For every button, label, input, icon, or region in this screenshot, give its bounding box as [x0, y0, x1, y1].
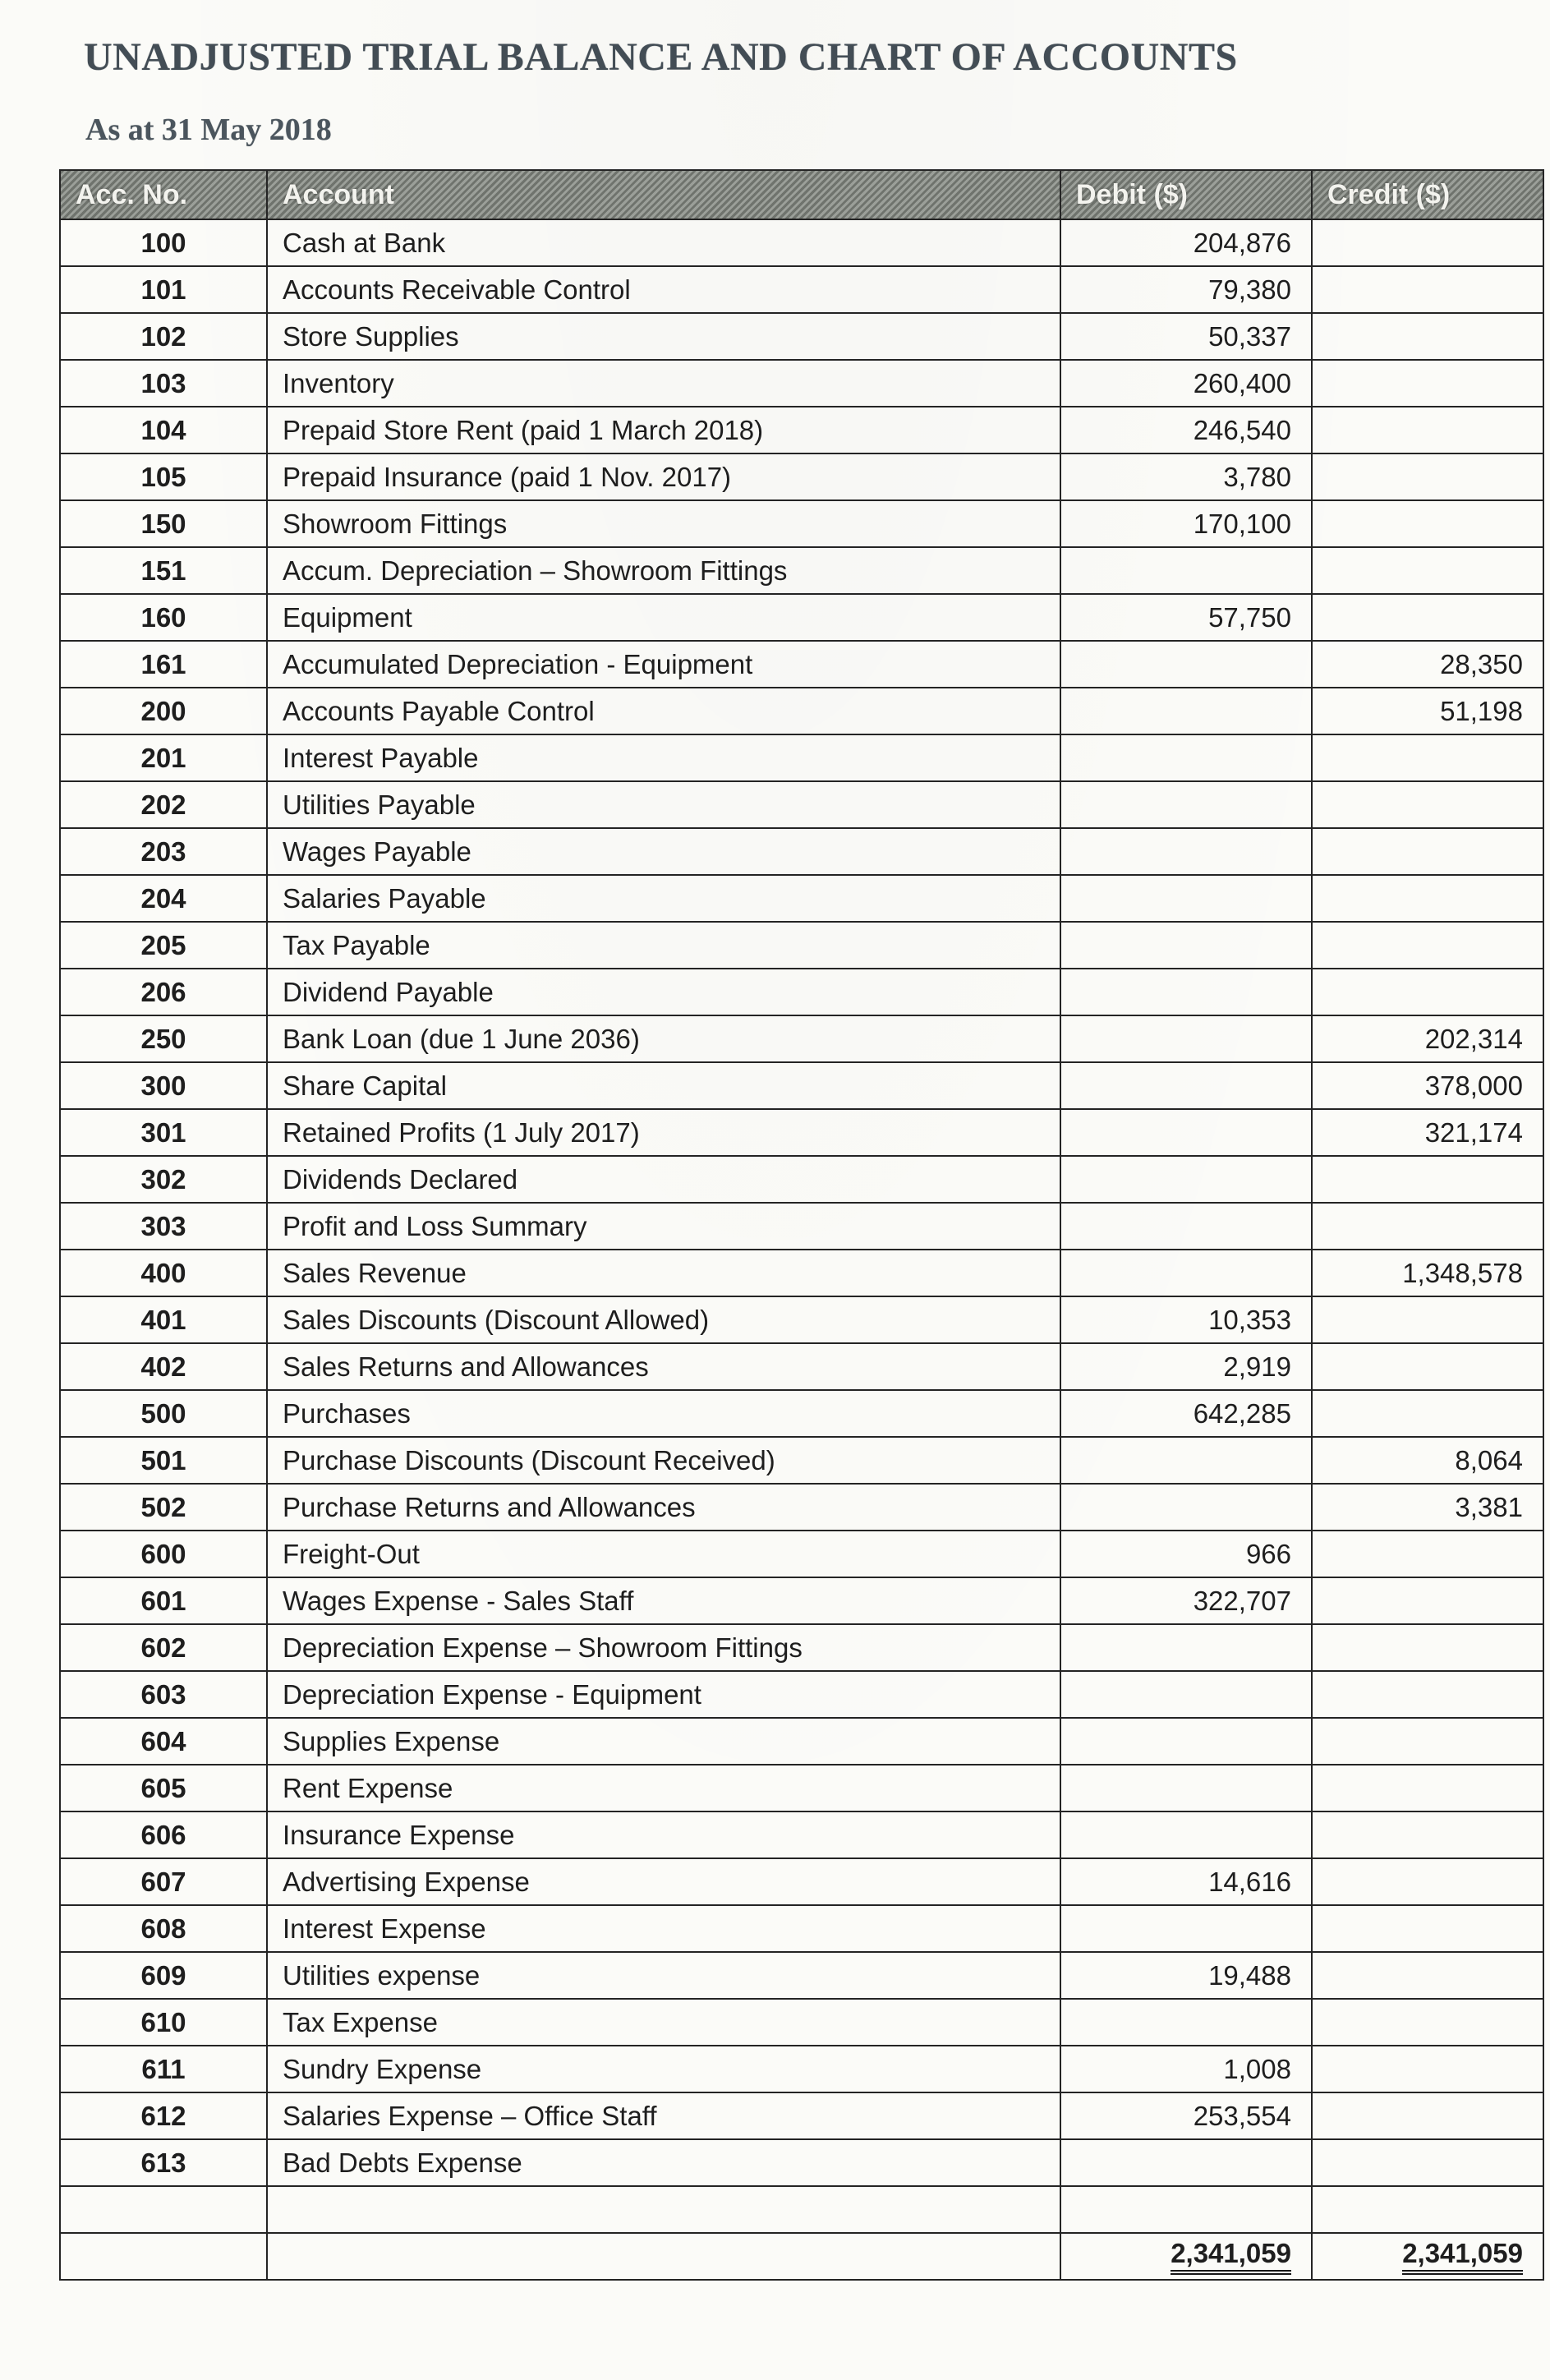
account-number-cell: 606 [60, 1811, 267, 1858]
debit-amount-cell: 170,100 [1060, 500, 1312, 547]
total-row [60, 2233, 1543, 2280]
spacer-account-cell [267, 2186, 1060, 2233]
debit-amount-cell [1060, 781, 1312, 828]
account-name-cell: Equipment [267, 594, 1060, 641]
account-row [60, 1858, 1543, 1905]
account-name-cell: Dividends Declared [267, 1156, 1060, 1203]
credit-amount-cell [1312, 1577, 1543, 1624]
account-number-cell: 302 [60, 1156, 267, 1203]
debit-amount-cell [1060, 1765, 1312, 1811]
account-row [60, 594, 1543, 641]
credit-amount-cell: 3,381 [1312, 1484, 1543, 1531]
account-row [60, 1015, 1543, 1062]
credit-amount-cell [1312, 969, 1543, 1015]
debit-amount-cell [1060, 641, 1312, 688]
debit-amount-cell: 260,400 [1060, 360, 1312, 407]
account-number-cell: 601 [60, 1577, 267, 1624]
account-number-cell: 104 [60, 407, 267, 453]
account-row [60, 1203, 1543, 1250]
debit-amount-cell [1060, 734, 1312, 781]
account-name-cell: Accounts Receivable Control [267, 266, 1060, 313]
total-account-cell [267, 2233, 1060, 2280]
account-number-cell: 301 [60, 1109, 267, 1156]
debit-amount-cell: 2,919 [1060, 1343, 1312, 1390]
debit-amount-cell: 10,353 [1060, 1296, 1312, 1343]
account-name-cell: Profit and Loss Summary [267, 1203, 1060, 1250]
account-number-cell: 201 [60, 734, 267, 781]
account-number-cell: 202 [60, 781, 267, 828]
credit-amount-cell [1312, 2139, 1543, 2186]
account-number-cell: 102 [60, 313, 267, 360]
account-number-cell: 303 [60, 1203, 267, 1250]
debit-amount-cell [1060, 1062, 1312, 1109]
account-number-cell: 604 [60, 1718, 267, 1765]
total-credit-cell [1312, 2233, 1543, 2280]
account-number-cell: 101 [60, 266, 267, 313]
debit-amount-cell [1060, 1250, 1312, 1296]
debit-amount-cell [1060, 922, 1312, 969]
account-row [60, 2139, 1543, 2186]
debit-amount-cell [1060, 875, 1312, 922]
account-number-cell: 204 [60, 875, 267, 922]
debit-amount-cell [1060, 1905, 1312, 1952]
account-row [60, 1671, 1543, 1718]
account-row [60, 828, 1543, 875]
account-row [60, 1390, 1543, 1437]
account-name-cell: Accumulated Depreciation - Equipment [267, 641, 1060, 688]
credit-amount-cell [1312, 1203, 1543, 1250]
credit-amount-cell: 321,174 [1312, 1109, 1543, 1156]
account-number-cell: 603 [60, 1671, 267, 1718]
account-number-cell: 501 [60, 1437, 267, 1484]
account-row [60, 407, 1543, 453]
account-row [60, 1811, 1543, 1858]
spacer-row [60, 2186, 1543, 2233]
debit-amount-cell: 3,780 [1060, 453, 1312, 500]
total-credit-value: 2,341,059 [1402, 2238, 1523, 2275]
account-row [60, 922, 1543, 969]
account-name-cell: Supplies Expense [267, 1718, 1060, 1765]
credit-amount-cell [1312, 1905, 1543, 1952]
account-row [60, 1156, 1543, 1203]
account-number-cell: 103 [60, 360, 267, 407]
account-name-cell: Depreciation Expense - Equipment [267, 1671, 1060, 1718]
account-row [60, 1343, 1543, 1390]
credit-amount-cell [1312, 1765, 1543, 1811]
account-name-cell: Interest Payable [267, 734, 1060, 781]
account-row [60, 1484, 1543, 1531]
account-name-cell: Depreciation Expense – Showroom Fittings [267, 1624, 1060, 1671]
credit-amount-cell [1312, 1624, 1543, 1671]
account-name-cell: Wages Payable [267, 828, 1060, 875]
accounts-tbody [60, 219, 1543, 2186]
account-name-cell: Retained Profits (1 July 2017) [267, 1109, 1060, 1156]
credit-amount-cell [1312, 1296, 1543, 1343]
debit-amount-cell: 19,488 [1060, 1952, 1312, 1999]
account-row [60, 1999, 1543, 2046]
debit-amount-cell [1060, 1718, 1312, 1765]
account-name-cell: Wages Expense - Sales Staff [267, 1577, 1060, 1624]
account-name-cell: Cash at Bank [267, 219, 1060, 266]
account-name-cell: Showroom Fittings [267, 500, 1060, 547]
account-name-cell: Tax Payable [267, 922, 1060, 969]
debit-amount-cell: 50,337 [1060, 313, 1312, 360]
total-acc-cell [60, 2233, 267, 2280]
account-number-cell: 203 [60, 828, 267, 875]
account-name-cell: Dividend Payable [267, 969, 1060, 1015]
footer-tbody [60, 2186, 1543, 2280]
debit-amount-cell [1060, 1203, 1312, 1250]
credit-amount-cell [1312, 1999, 1543, 2046]
credit-amount-cell [1312, 2046, 1543, 2092]
credit-amount-cell: 51,198 [1312, 688, 1543, 734]
account-name-cell: Salaries Expense – Office Staff [267, 2092, 1060, 2139]
credit-amount-cell [1312, 2092, 1543, 2139]
account-number-cell: 608 [60, 1905, 267, 1952]
account-number-cell: 611 [60, 2046, 267, 2092]
account-row [60, 688, 1543, 734]
account-number-cell: 150 [60, 500, 267, 547]
account-name-cell: Bank Loan (due 1 June 2036) [267, 1015, 1060, 1062]
credit-amount-cell [1312, 1671, 1543, 1718]
account-row [60, 734, 1543, 781]
account-name-cell: Bad Debts Expense [267, 2139, 1060, 2186]
account-row [60, 1062, 1543, 1109]
credit-amount-cell: 28,350 [1312, 641, 1543, 688]
account-number-cell: 600 [60, 1531, 267, 1577]
table-header-row [60, 170, 1543, 219]
account-number-cell: 205 [60, 922, 267, 969]
account-number-cell: 613 [60, 2139, 267, 2186]
account-number-cell: 609 [60, 1952, 267, 1999]
account-name-cell: Purchase Returns and Allowances [267, 1484, 1060, 1531]
account-name-cell: Utilities expense [267, 1952, 1060, 1999]
credit-amount-cell [1312, 1343, 1543, 1390]
credit-amount-cell [1312, 1531, 1543, 1577]
credit-amount-cell [1312, 781, 1543, 828]
account-name-cell: Purchases [267, 1390, 1060, 1437]
account-name-cell: Tax Expense [267, 1999, 1060, 2046]
debit-amount-cell: 642,285 [1060, 1390, 1312, 1437]
account-number-cell: 151 [60, 547, 267, 594]
account-name-cell: Salaries Payable [267, 875, 1060, 922]
account-number-cell: 206 [60, 969, 267, 1015]
account-number-cell: 200 [60, 688, 267, 734]
credit-amount-cell [1312, 547, 1543, 594]
debit-amount-cell [1060, 828, 1312, 875]
account-number-cell: 402 [60, 1343, 267, 1390]
table-header [60, 170, 1543, 219]
account-name-cell: Prepaid Store Rent (paid 1 March 2018) [267, 407, 1060, 453]
account-number-cell: 250 [60, 1015, 267, 1062]
account-number-cell: 400 [60, 1250, 267, 1296]
credit-amount-cell: 1,348,578 [1312, 1250, 1543, 1296]
credit-amount-cell [1312, 1858, 1543, 1905]
debit-amount-cell [1060, 1437, 1312, 1484]
account-name-cell: Accounts Payable Control [267, 688, 1060, 734]
debit-amount-cell [1060, 969, 1312, 1015]
credit-amount-cell [1312, 1952, 1543, 1999]
account-row [60, 2092, 1543, 2139]
column-header-credit: Credit ($) [1312, 170, 1543, 219]
account-number-cell: 602 [60, 1624, 267, 1671]
account-row [60, 547, 1543, 594]
page-title: UNADJUSTED TRIAL BALANCE AND CHART OF ACCOUNTS [84, 35, 1238, 79]
debit-amount-cell [1060, 1999, 1312, 2046]
account-row [60, 1437, 1543, 1484]
credit-amount-cell [1312, 313, 1543, 360]
debit-amount-cell [1060, 688, 1312, 734]
account-row [60, 2046, 1543, 2092]
account-row [60, 266, 1543, 313]
account-row [60, 1531, 1543, 1577]
account-row [60, 1577, 1543, 1624]
column-header-acc-no: Acc. No. [60, 170, 267, 219]
account-name-cell: Share Capital [267, 1062, 1060, 1109]
account-row [60, 969, 1543, 1015]
debit-amount-cell [1060, 1484, 1312, 1531]
account-number-cell: 300 [60, 1062, 267, 1109]
credit-amount-cell [1312, 407, 1543, 453]
debit-amount-cell [1060, 1811, 1312, 1858]
account-row [60, 219, 1543, 266]
debit-amount-cell: 14,616 [1060, 1858, 1312, 1905]
debit-amount-cell: 253,554 [1060, 2092, 1312, 2139]
account-name-cell: Utilities Payable [267, 781, 1060, 828]
credit-amount-cell [1312, 453, 1543, 500]
credit-amount-cell [1312, 219, 1543, 266]
account-number-cell: 612 [60, 2092, 267, 2139]
credit-amount-cell [1312, 500, 1543, 547]
credit-amount-cell [1312, 734, 1543, 781]
account-name-cell: Store Supplies [267, 313, 1060, 360]
debit-amount-cell [1060, 547, 1312, 594]
account-row [60, 1952, 1543, 1999]
account-row [60, 1624, 1543, 1671]
account-number-cell: 161 [60, 641, 267, 688]
column-header-account: Account [267, 170, 1060, 219]
trial-balance-table [59, 169, 1544, 2281]
debit-amount-cell [1060, 1671, 1312, 1718]
account-number-cell: 105 [60, 453, 267, 500]
account-name-cell: Freight-Out [267, 1531, 1060, 1577]
spacer-acc-cell [60, 2186, 267, 2233]
spacer-credit-cell [1312, 2186, 1543, 2233]
account-row [60, 1765, 1543, 1811]
credit-amount-cell [1312, 922, 1543, 969]
account-name-cell: Purchase Discounts (Discount Received) [267, 1437, 1060, 1484]
debit-amount-cell: 57,750 [1060, 594, 1312, 641]
debit-amount-cell [1060, 1109, 1312, 1156]
account-name-cell: Accum. Depreciation – Showroom Fittings [267, 547, 1060, 594]
debit-amount-cell: 322,707 [1060, 1577, 1312, 1624]
account-name-cell: Advertising Expense [267, 1858, 1060, 1905]
account-number-cell: 500 [60, 1390, 267, 1437]
debit-amount-cell: 1,008 [1060, 2046, 1312, 2092]
credit-amount-cell [1312, 1811, 1543, 1858]
debit-amount-cell [1060, 1015, 1312, 1062]
account-name-cell: Sales Revenue [267, 1250, 1060, 1296]
account-row [60, 875, 1543, 922]
debit-amount-cell [1060, 1624, 1312, 1671]
account-row [60, 1250, 1543, 1296]
debit-amount-cell [1060, 2139, 1312, 2186]
credit-amount-cell: 378,000 [1312, 1062, 1543, 1109]
account-row [60, 313, 1543, 360]
account-number-cell: 607 [60, 1858, 267, 1905]
account-name-cell: Sales Discounts (Discount Allowed) [267, 1296, 1060, 1343]
page-subtitle: As at 31 May 2018 [85, 113, 332, 147]
account-number-cell: 100 [60, 219, 267, 266]
credit-amount-cell [1312, 1390, 1543, 1437]
account-name-cell: Insurance Expense [267, 1811, 1060, 1858]
account-number-cell: 605 [60, 1765, 267, 1811]
account-row [60, 500, 1543, 547]
account-row [60, 1718, 1543, 1765]
credit-amount-cell [1312, 875, 1543, 922]
account-row [60, 641, 1543, 688]
credit-amount-cell [1312, 360, 1543, 407]
spacer-debit-cell [1060, 2186, 1312, 2233]
account-number-cell: 160 [60, 594, 267, 641]
credit-amount-cell: 202,314 [1312, 1015, 1543, 1062]
account-row [60, 1109, 1543, 1156]
account-number-cell: 502 [60, 1484, 267, 1531]
account-name-cell: Rent Expense [267, 1765, 1060, 1811]
credit-amount-cell [1312, 828, 1543, 875]
column-header-debit: Debit ($) [1060, 170, 1312, 219]
credit-amount-cell [1312, 1718, 1543, 1765]
account-row [60, 360, 1543, 407]
account-name-cell: Inventory [267, 360, 1060, 407]
debit-amount-cell: 204,876 [1060, 219, 1312, 266]
account-name-cell: Interest Expense [267, 1905, 1060, 1952]
account-row [60, 453, 1543, 500]
account-row [60, 1296, 1543, 1343]
account-number-cell: 401 [60, 1296, 267, 1343]
account-row [60, 781, 1543, 828]
debit-amount-cell: 79,380 [1060, 266, 1312, 313]
account-row [60, 1905, 1543, 1952]
total-debit-value: 2,341,059 [1171, 2238, 1291, 2275]
credit-amount-cell: 8,064 [1312, 1437, 1543, 1484]
account-number-cell: 610 [60, 1999, 267, 2046]
account-name-cell: Prepaid Insurance (paid 1 Nov. 2017) [267, 453, 1060, 500]
debit-amount-cell: 246,540 [1060, 407, 1312, 453]
debit-amount-cell [1060, 1156, 1312, 1203]
total-debit-cell [1060, 2233, 1312, 2280]
account-name-cell: Sales Returns and Allowances [267, 1343, 1060, 1390]
account-name-cell: Sundry Expense [267, 2046, 1060, 2092]
credit-amount-cell [1312, 1156, 1543, 1203]
credit-amount-cell [1312, 266, 1543, 313]
debit-amount-cell: 966 [1060, 1531, 1312, 1577]
credit-amount-cell [1312, 594, 1543, 641]
